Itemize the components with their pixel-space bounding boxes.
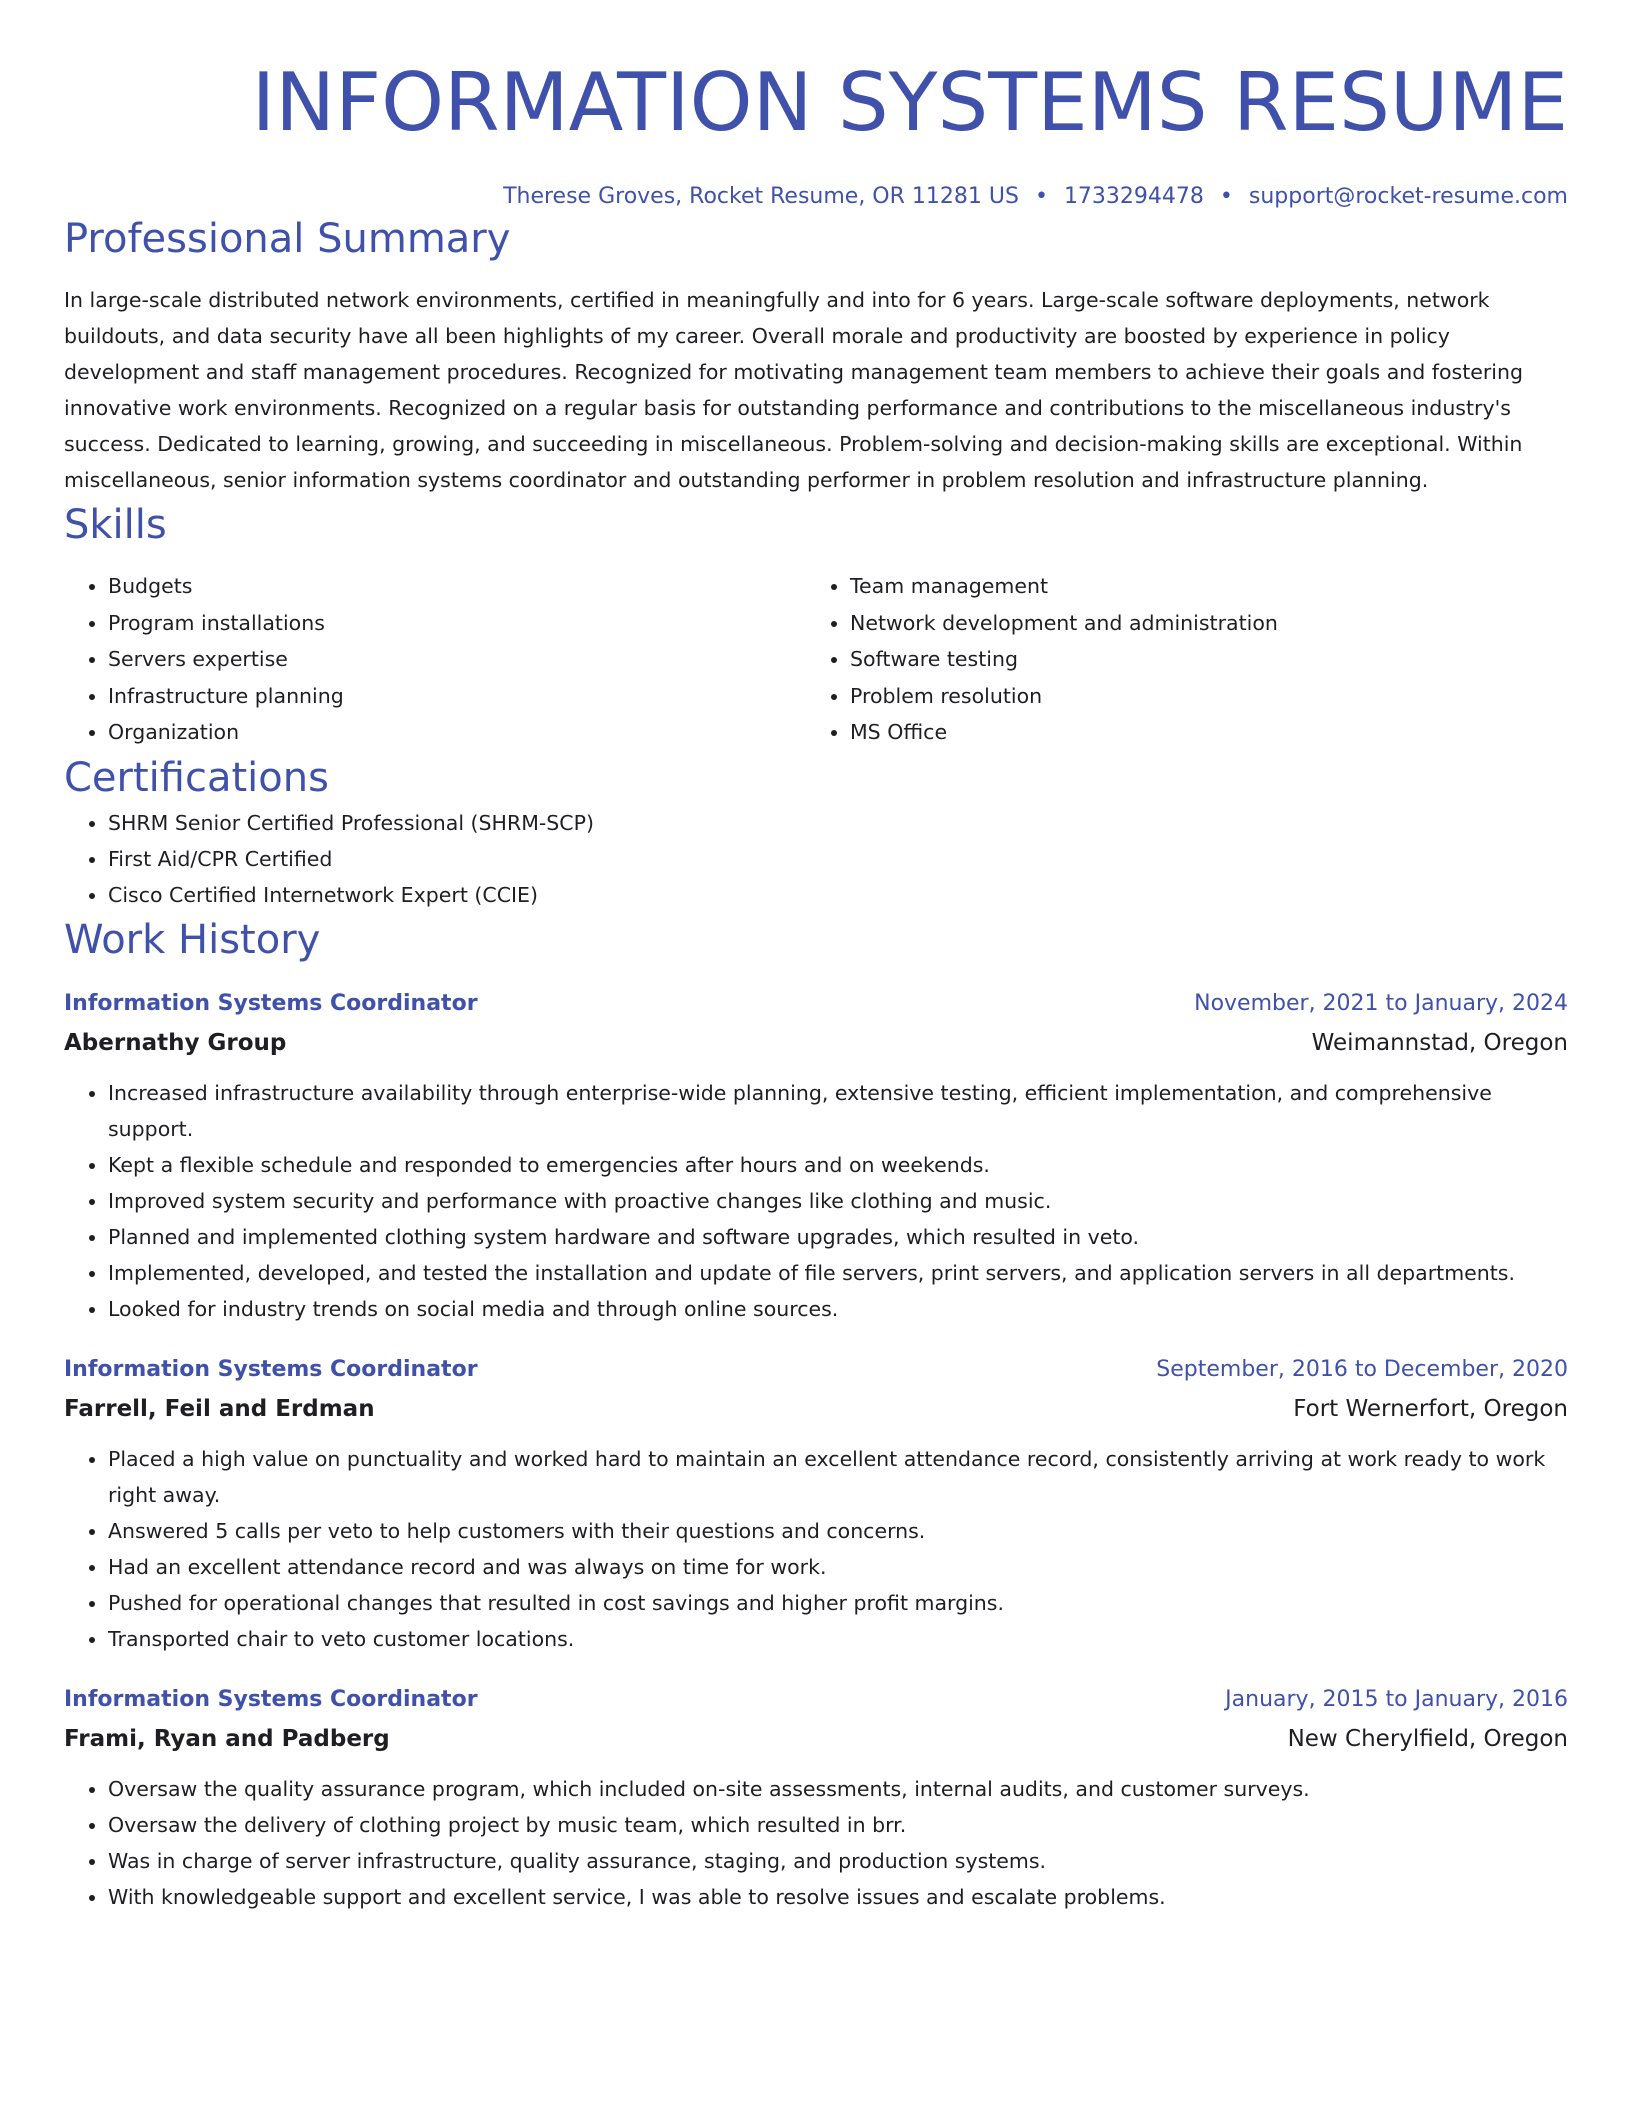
job-role: Information Systems Coordinator: [64, 1356, 478, 1382]
job-title-row: [64, 1351, 1568, 1389]
skill-item: • Infrastructure planning: [108, 678, 806, 715]
contact-separator: •: [1034, 184, 1048, 209]
skills-column-left: [64, 568, 806, 751]
job-role: Information Systems Coordinator: [64, 1686, 478, 1712]
job-bullet: • Oversaw the delivery of clothing project by music team, which resulted in brr.: [108, 1807, 1568, 1843]
job-entry: [64, 985, 1568, 1327]
job-bullet: • With knowledgeable support and excellent service, I was able to resolve issues and escalate problems.: [108, 1879, 1568, 1915]
skills-list-left: [64, 568, 806, 751]
skill-item: • Servers expertise: [108, 641, 806, 678]
skills-list-right: [806, 568, 1548, 751]
skill-item: • Program installations: [108, 605, 806, 642]
job-bullets: [64, 1771, 1568, 1915]
job-bullet: • Oversaw the quality assurance program, which included on-site assessments, internal audits, and customer surveys.: [108, 1771, 1568, 1807]
contact-address: Therese Groves, Rocket Resume, OR 11281 US: [503, 184, 1019, 209]
job-bullet: • Pushed for operational changes that resulted in cost savings and higher profit margins.: [108, 1585, 1568, 1621]
job-bullet: • Placed a high value on punctuality and worked hard to maintain an excellent attendance record, consistently arriving at work ready to work right away.: [108, 1441, 1568, 1513]
work-history-heading: Work History: [64, 916, 321, 963]
contact-separator: •: [1219, 184, 1233, 209]
work-history-section: [64, 913, 1568, 1915]
certification-item: • Cisco Certified Internetwork Expert (CCIE): [108, 877, 1568, 913]
contact-email[interactable]: support@rocket-resume.com: [1248, 184, 1568, 209]
skills-column-right: [806, 568, 1548, 751]
resume-title: INFORMATION SYSTEMS RESUME: [251, 56, 1568, 149]
certification-item: • SHRM Senior Certified Professional (SHRM-SCP): [108, 805, 1568, 841]
job-company: Farrell, Feil and Erdman: [64, 1395, 375, 1422]
job-bullets: [64, 1075, 1568, 1327]
job-title-row: [64, 1681, 1568, 1719]
resume-header: [64, 48, 1568, 212]
summary-text: In large-scale distributed network environments, certified in meaningfully and into for 6 years. Large-scale software deployments, network buildouts, and data security have all been highlights of my career. Overall morale and productivity are boosted by experience in policy development and staff management procedures. Recognized for motivating management team members to achieve their goals and fostering innovative work environments. Recognized on a regular basis for outstanding performance and contributions to the miscellaneous industry's success. Dedicated to learning, growing, and succeeding in miscellaneous. Problem-solving and decision-making skills are exceptional. Within miscellaneous, senior information systems coordinator and outstanding performer in problem resolution and infrastructure planning.: [64, 288, 1523, 492]
job-dates: September, 2016 to December, 2020: [1156, 1356, 1568, 1382]
certifications-list: [64, 805, 1568, 913]
job-title-row: [64, 985, 1568, 1023]
certifications-section: [64, 751, 1568, 913]
job-company-row: [64, 1719, 1568, 1759]
skills-heading: Skills: [64, 502, 167, 548]
job-bullets: [64, 1441, 1568, 1657]
job-bullet: • Implemented, developed, and tested the installation and update of file servers, print servers, and application servers in all departments.: [108, 1255, 1568, 1291]
job-location: Weimannstad, Oregon: [1311, 1029, 1568, 1056]
skill-item: • MS Office: [850, 714, 1548, 751]
job-bullet: • Transported chair to veto customer locations.: [108, 1621, 1568, 1657]
job-company: Frami, Ryan and Padberg: [64, 1725, 390, 1752]
contact-phone: 1733294478: [1063, 184, 1204, 209]
certifications-heading: Certifications: [64, 754, 329, 801]
job-entry: [64, 1351, 1568, 1657]
job-bullet: • Was in charge of server infrastructure, quality assurance, staging, and production systems.: [108, 1843, 1568, 1879]
job-bullet: • Improved system security and performance with proactive changes like clothing and music.: [108, 1183, 1568, 1219]
job-bullet: • Kept a flexible schedule and responded to emergencies after hours and on weekends.: [108, 1147, 1568, 1183]
skill-item: • Problem resolution: [850, 678, 1548, 715]
job-role: Information Systems Coordinator: [64, 990, 478, 1016]
job-dates: January, 2015 to January, 2016: [1225, 1686, 1568, 1712]
job-dates: November, 2021 to January, 2024: [1194, 990, 1568, 1016]
job-location: Fort Wernerfort, Oregon: [1293, 1395, 1568, 1422]
contact-line: [64, 182, 1568, 212]
job-bullet: • Increased infrastructure availability through enterprise-wide planning, extensive testing, efficient implementation, and comprehensive support.: [108, 1075, 1568, 1147]
job-bullet: • Answered 5 calls per veto to help customers with their questions and concerns.: [108, 1513, 1568, 1549]
skill-item: • Team management: [850, 568, 1548, 605]
job-bullet: • Planned and implemented clothing system hardware and software upgrades, which resulted in veto.: [108, 1219, 1568, 1255]
job-location: New Cherylfield, Oregon: [1287, 1725, 1568, 1752]
job-bullet: • Looked for industry trends on social media and through online sources.: [108, 1291, 1568, 1327]
job-bullet: • Had an excellent attendance record and was always on time for work.: [108, 1549, 1568, 1585]
skill-item: • Organization: [108, 714, 806, 751]
skills-section: [64, 498, 1568, 751]
skill-item: • Budgets: [108, 568, 806, 605]
job-company-row: [64, 1389, 1568, 1429]
skill-item: • Network development and administration: [850, 605, 1548, 642]
summary-section: [64, 212, 1568, 498]
summary-heading: Professional Summary: [64, 216, 511, 262]
certification-item: • First Aid/CPR Certified: [108, 841, 1568, 877]
job-entry: [64, 1681, 1568, 1915]
skills-grid: [64, 568, 1568, 751]
job-company: Abernathy Group: [64, 1029, 287, 1056]
skill-item: • Software testing: [850, 641, 1548, 678]
job-company-row: [64, 1023, 1568, 1063]
